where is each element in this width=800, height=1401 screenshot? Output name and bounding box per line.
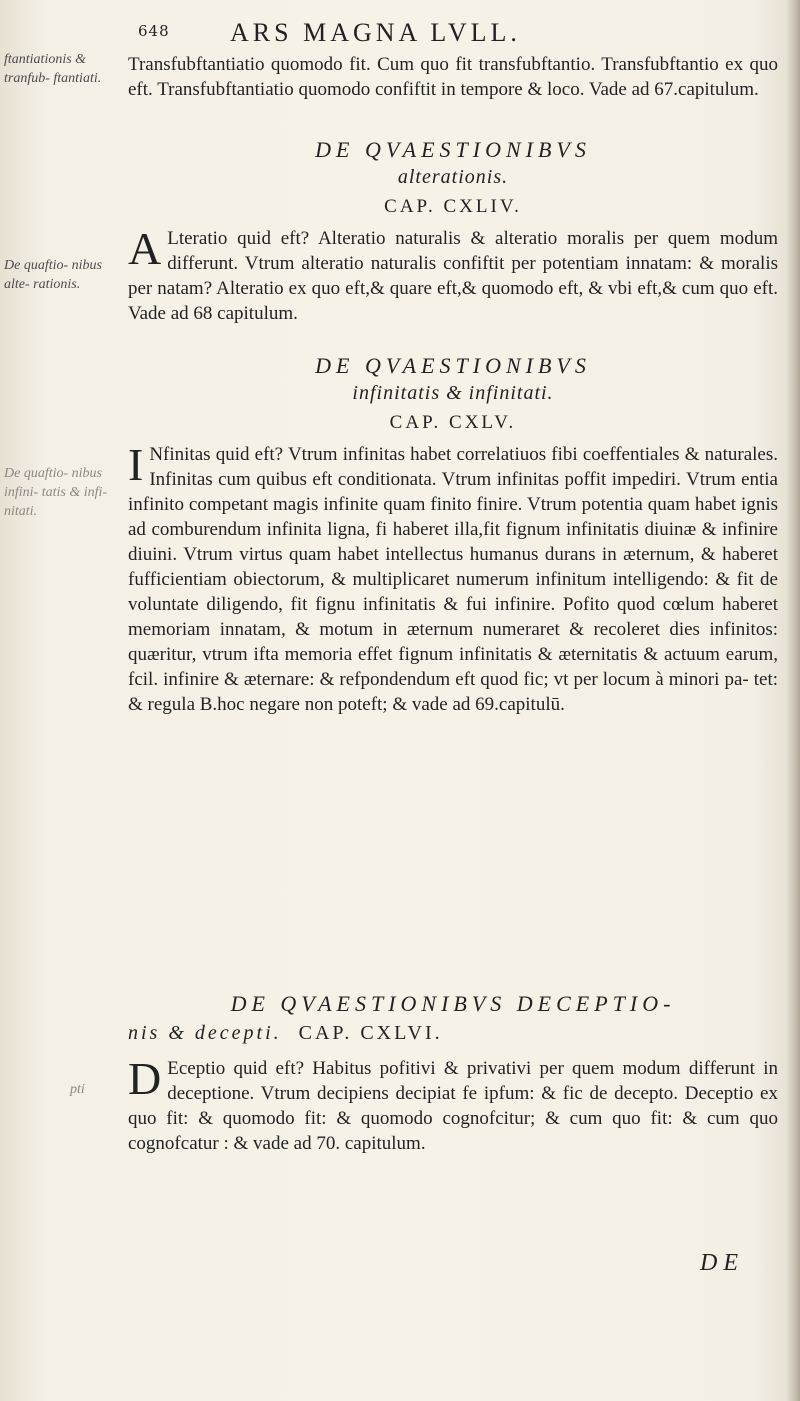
paragraph-text: Eceptio quid eft? Habitus pofitivi & privativi per quem modum differunt in deceptione. Vtrum decipiens decipiat fe ipfum: & fic de decepto. Deceptio ex quo fit: & quomodo fit: & quomodo cognofcitur; & cum quo fit: & cum quo cognofcatur : & vade ad 70. capitulum. — [128, 1058, 778, 1154]
section-heading-deception-sub — [128, 1020, 778, 1046]
chapter-number-146: CAP. CXLVI. — [298, 1022, 443, 1044]
page-edge-shadow — [786, 0, 800, 1401]
paragraph-text: Nfinitas quid eft? Vtrum infinitas habet correlatiuos fibi coeffentiales & naturales. Infinitas cum quibus eft conditionata. Vtrum infinitas poffit impediri. Vtrum entia infinito competant magis infinite quam finito finire. Vtrum potentia quam habet ignis ad comburendum infinita ligna, fi haberet illa,fit fignum infinitatis diuinæ & infinire diuini. Vtrum virtus quam habet intellectus humanus durans in æternum, & haberet fufficientiam obiectorum, & multiplicaret numerum infinitum intelligendo: & fit de voluntate diligendo, fit fignu infinitatis & fui infinire. Pofito quod cœlum haberet memoriam innatam, & motum in æternum numeraret & recoleret dies infinitos: quæritur, vtrum ifta memoria effet fignum infinitatis & æternitatis & actuum earum, fcil. infinire & æternare: & refpondendum eft quod fic; vt per locum à minori pa- tet: & regula B.hoc negare non poteft; & vade ad 69.capitulū. — [128, 444, 778, 715]
paragraph-alteration — [128, 223, 778, 326]
heading-subline: infinitatis & infinitati. — [352, 382, 554, 404]
dropcap-a: A — [128, 223, 162, 274]
dropcap-d: D — [128, 1053, 162, 1104]
chapter-number-145: CAP. CXLV. — [389, 412, 517, 433]
margin-note-deception: pti — [70, 1082, 85, 1097]
section-heading-infinity — [128, 352, 778, 406]
page-number: 648 — [138, 22, 170, 40]
heading-line: DE QVAESTIONIBVS — [315, 353, 591, 378]
heading-subline: nis & decepti. — [128, 1022, 282, 1044]
section-heading-alteration — [128, 136, 778, 190]
heading-line: DE QVAESTIONIBVS DECEPTIO- — [230, 991, 676, 1016]
section-heading-deception — [128, 990, 778, 1018]
paragraph-transubstantiation: Transfubftantiatio quomodo fit. Cum quo fit transfubftantio. Transfubftantio ex quo eft. Transfubftantiatio quomodo confiftit in tempore & loco. Vade ad 67.capitulum. — [128, 54, 778, 100]
paragraph-deception — [128, 1053, 778, 1156]
margin-note-infinity: De quaftio- nibus infini- tatis & infi- nitati. — [4, 466, 108, 519]
heading-subline: alterationis. — [397, 166, 509, 188]
paragraph-text: Lteratio quid eft? Alteratio naturalis & alteratio moralis per quem modum differunt. Vtrum alteratio naturalis confiftit per potentiam innatam: & moralis per natam? Alteratio ex quo eft,& quare eft,& quomodo eft, & vbi eft,& cum quo eft. Vade ad 68 capitulum. — [128, 228, 778, 324]
chapter-number-144: CAP. CXLIV. — [384, 196, 522, 217]
heading-line: DE QVAESTIONIBVS — [315, 137, 591, 162]
paragraph-infinity — [128, 439, 778, 717]
dropcap-i: I — [128, 439, 144, 490]
running-head: ARS MAGNA LVLL. — [230, 18, 521, 47]
catchword: DE — [700, 1250, 744, 1276]
margin-note-transubstantiation: ftantiationis & tranfub- ftantiati. — [4, 52, 102, 86]
margin-note-alteration: De quaftio- nibus alte- rationis. — [4, 258, 102, 292]
